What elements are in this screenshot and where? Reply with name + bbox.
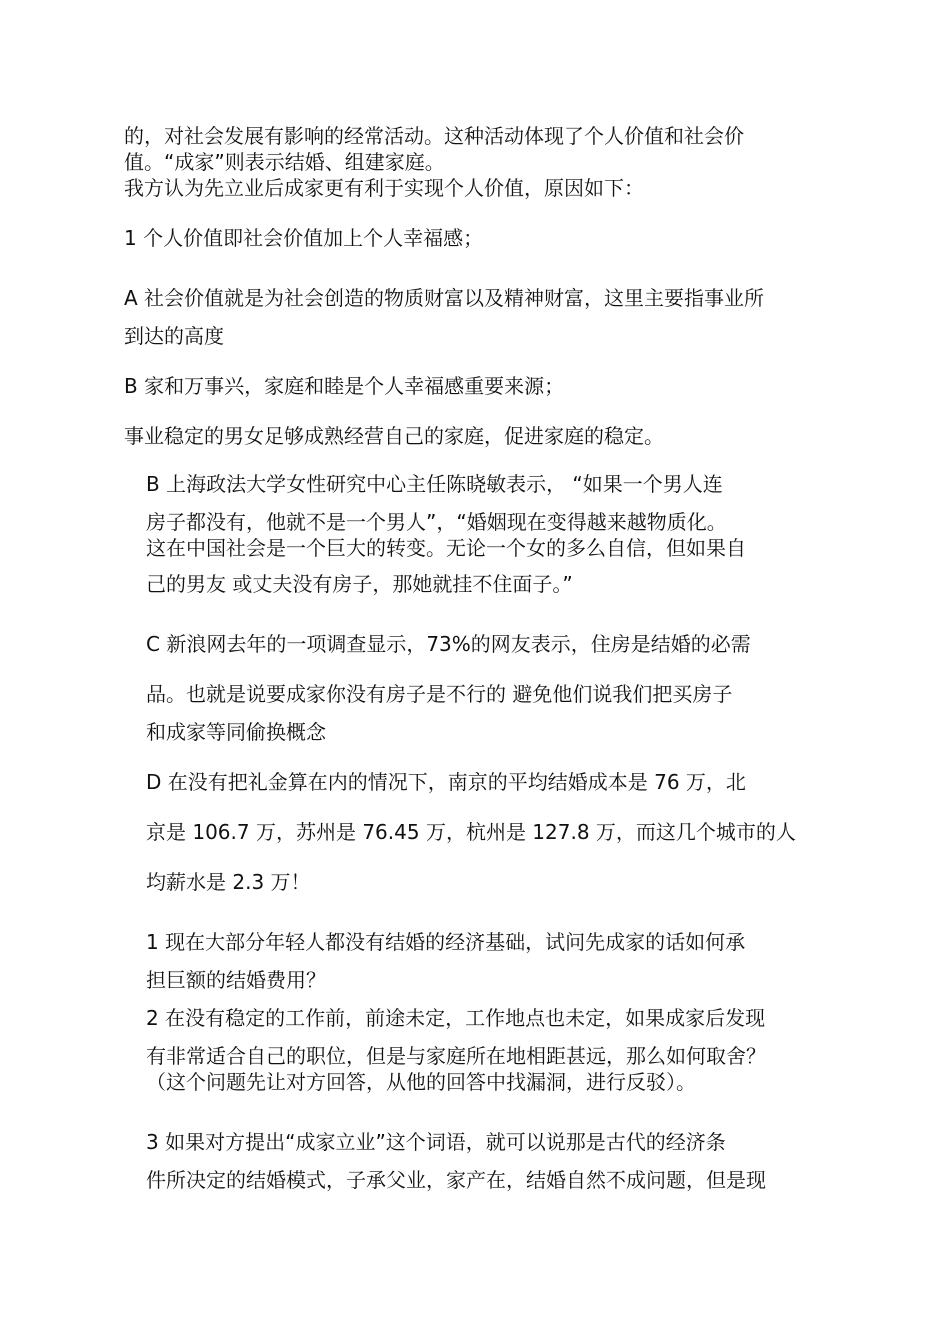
point-b: B 家和万事兴，家庭和睦是个人幸福感重要来源；: [124, 374, 565, 398]
intro-line-3: 我方认为先立业后成家更有利于实现个人价值，原因如下：: [124, 176, 644, 200]
intro-line-2: 值。“成家”则表示结婚、组建家庭。: [124, 150, 445, 174]
evidence-b-line-1: B 上海政法大学女性研究中心主任陈晓敏表示， “如果一个男人连: [146, 472, 723, 496]
question-2-line-1: 2 在没有稳定的工作前，前途未定，工作地点也未定，如果成家后发现: [146, 1006, 766, 1030]
evidence-c-line-2: 品。也就是说要成家你没有房子是不行的 避免他们说我们把买房子: [146, 682, 733, 706]
point-1: 1 个人价值即社会价值加上个人幸福感；: [124, 226, 484, 250]
question-1-line-2: 担巨额的结婚费用？: [146, 968, 326, 992]
evidence-d-line-2: 京是 106.7 万，苏州是 76.45 万，杭州是 127.8 万，而这几个城市的人: [146, 820, 796, 844]
question-2-line-2: 有非常适合自己的职位，但是与家庭所在地相距甚远，那么如何取舍？: [146, 1044, 766, 1068]
evidence-c-line-1: C 新浪网去年的一项调查显示，73%的网友表示，住房是结婚的必需: [146, 632, 751, 656]
evidence-d-line-1: D 在没有把礼金算在内的情况下，南京的平均结婚成本是 76 万，北: [146, 770, 746, 794]
evidence-b-line-3: 这在中国社会是一个巨大的转变。无论一个女的多么自信，但如果自: [146, 536, 746, 560]
intro-line-1: 的，对社会发展有影响的经常活动。这种活动体现了个人价值和社会价: [124, 124, 744, 148]
evidence-d-line-3: 均薪水是 2.3 万！: [146, 870, 311, 894]
evidence-c-line-3: 和成家等同偷换概念: [146, 720, 326, 744]
question-3-line-2: 件所决定的结婚模式，子承父业，家产在，结婚自然不成问题，但是现: [146, 1168, 766, 1192]
point-a-line-2: 到达的高度: [124, 324, 224, 348]
stable-family-paragraph: 事业稳定的男女足够成熟经营自己的家庭，促进家庭的稳定。: [124, 424, 664, 448]
question-2-line-3: （这个问题先让对方回答，从他的回答中找漏洞，进行反驳）。: [146, 1070, 696, 1094]
point-a-line-1: A 社会价值就是为社会创造的物质财富以及精神财富，这里主要指事业所: [124, 286, 765, 310]
evidence-b-line-4: 己的男友 或丈夫没有房子，那她就挂不住面子。”: [146, 572, 573, 596]
question-1-line-1: 1 现在大部分年轻人都没有结婚的经济基础，试问先成家的话如何承: [146, 930, 746, 954]
evidence-b-line-2: 房子都没有，他就不是一个男人”，“婚姻现在变得越来越物质化。: [146, 510, 727, 534]
question-3-line-1: 3 如果对方提出“成家立业”这个词语，就可以说那是古代的经济条: [146, 1130, 726, 1154]
